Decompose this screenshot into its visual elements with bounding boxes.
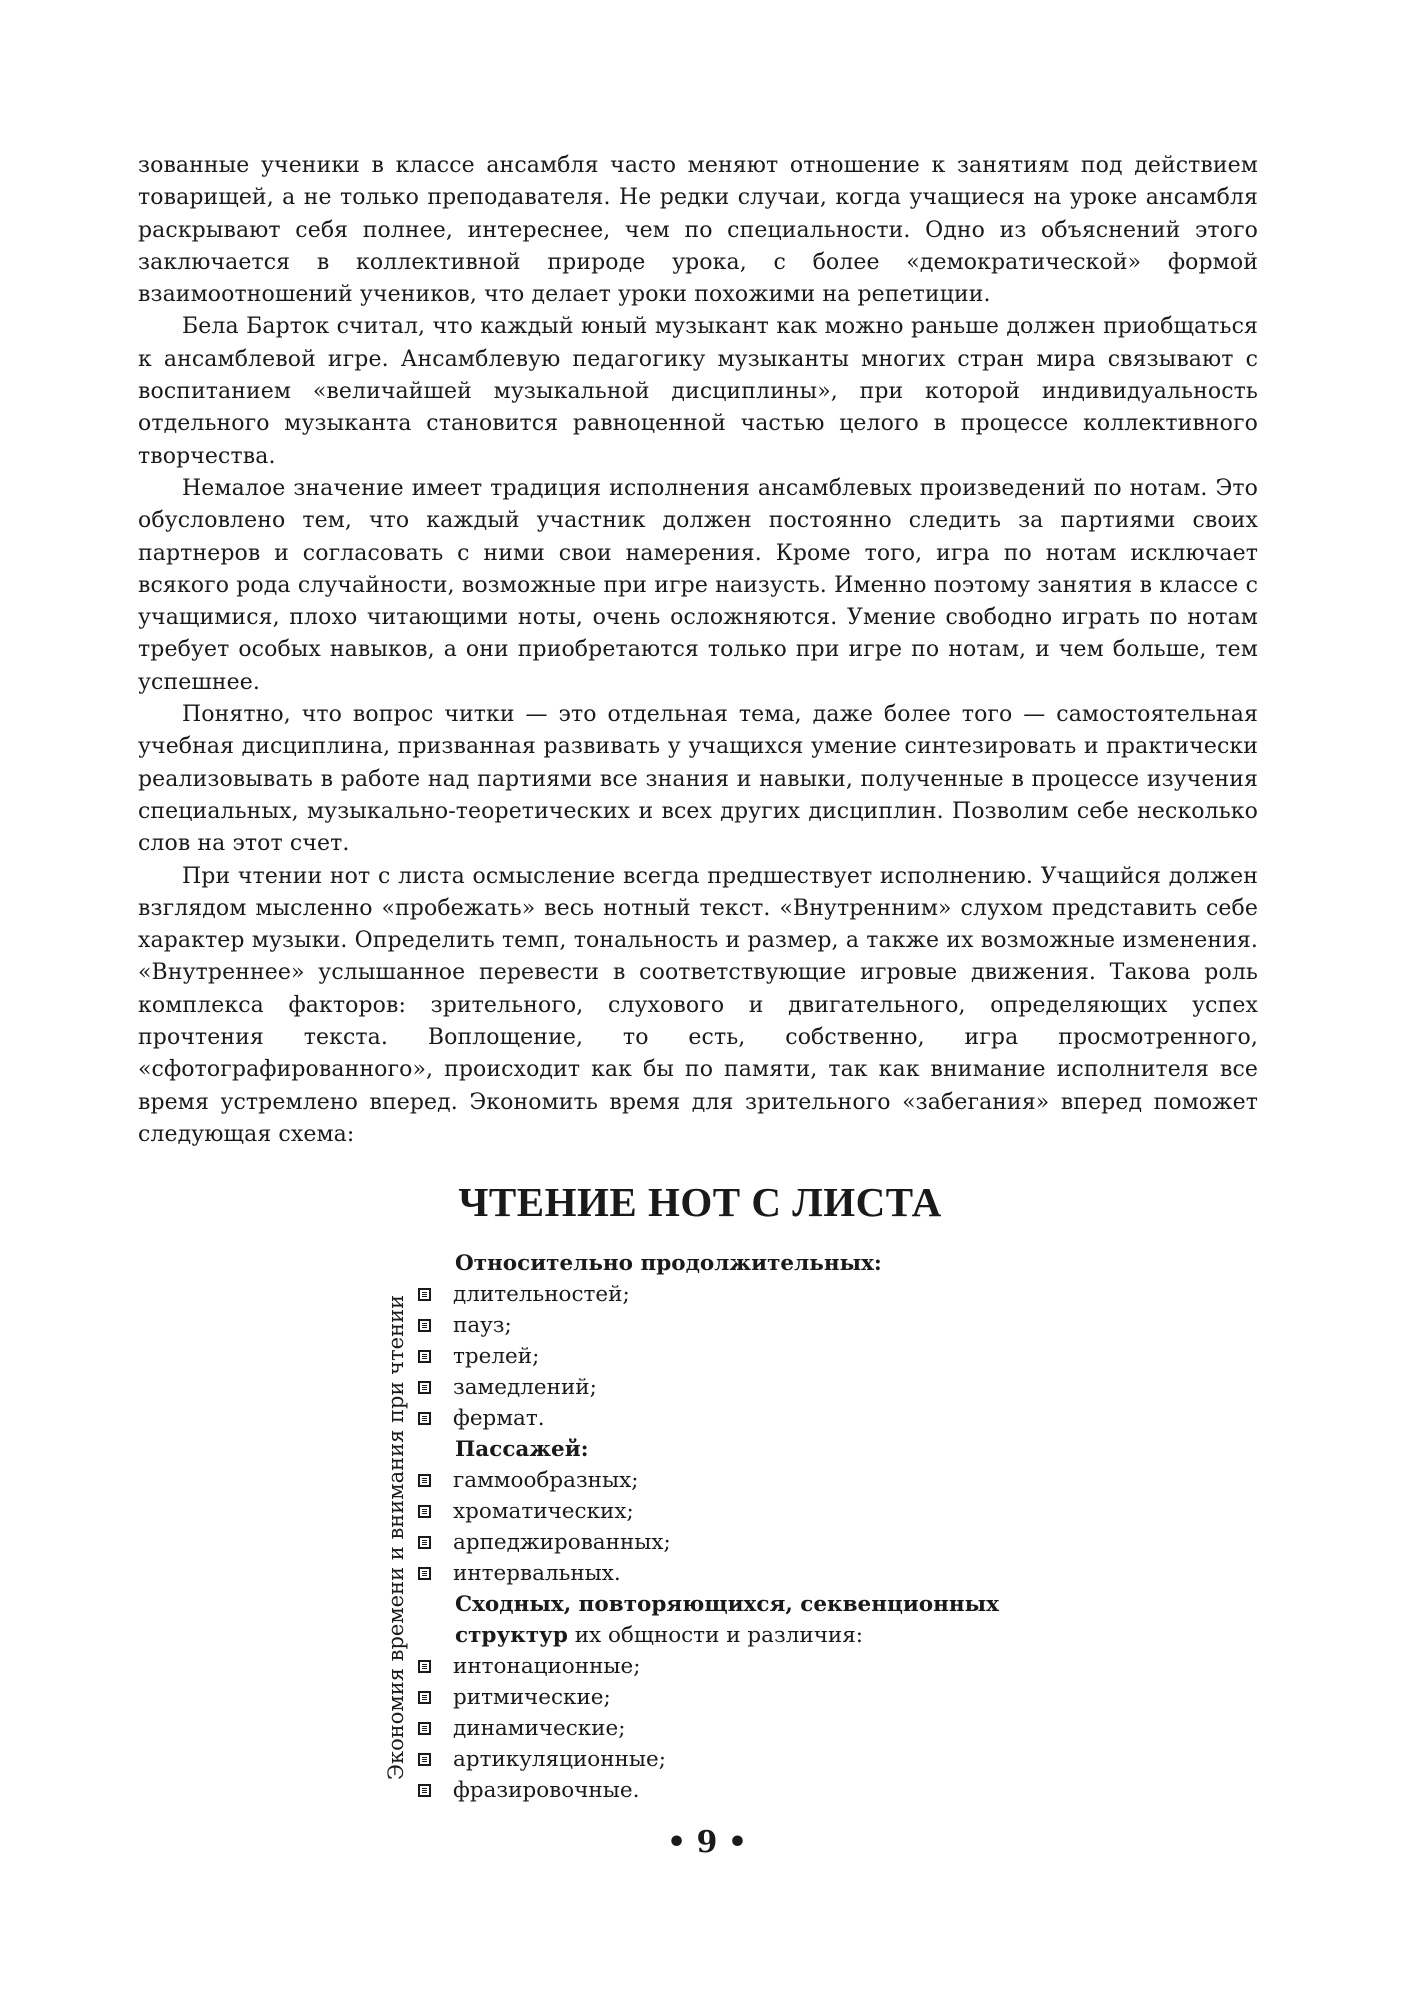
list-item <box>418 1279 1118 1310</box>
list-item-text: ритмические; <box>453 1685 611 1710</box>
list-item <box>418 1527 1118 1558</box>
paragraph: Немалое значение имеет традиция исполнения ансамблевых произведений по нотам. Это обусловлено тем, что каждый участник должен постоянно следить за партиями своих партнеров и согласовать с ними свои намерения. Кроме того, игра по нотам исключает всякого рода случайности, возможные при игре наизусть. Именно поэтому занятия в классе с учащимися, плохо читающими ноты, очень осложняются. Умение свободно играть по нотам требует особых навыков, а они приобретаются только при игре по нотам, и чем больше, тем успешнее. <box>138 475 1258 695</box>
paragraph: Понятно, что вопрос читки — это отдельная тема, даже более того — самостоятельная учебная дисциплина, призванная развивать у учащихся умение синтезировать и практически реализовывать в работе над партиями все знания и навыки, полученные в процессе изучения специальных, музыкально-теоретических и всех других дисциплин. Позволим себе несколько слов на этот счет. <box>138 702 1258 857</box>
heading-bold-part: структур <box>455 1623 568 1648</box>
paragraph: При чтении нот с листа осмысление всегда предшествует исполнению. Учащийся должен взглядом мысленно «пробежать» весь нотный текст. «Внутренним» слухом представить себе характер музыки. Определить темп, тональность и размер, а также их возможные изменения. «Внутреннее» услышанное перевести в соответствующие игровые движения. Такова роль комплекса факторов: зрительного, слухового и двигательного, определяющих успех прочтения текста. Воплощение, то есть, собственно, игра просмотренного, «сфотографированного», происходит как бы по памяти, так как внимание исполнителя все время устремлено вперед. Экономить время для зрительного «забегания» вперед поможет следующая схема: <box>138 863 1258 1147</box>
list-item-text: артикуляционные; <box>453 1747 666 1772</box>
page-number: • 9 • <box>666 1825 748 1860</box>
square-bullet-icon <box>418 1536 431 1549</box>
list-item <box>418 1403 1118 1434</box>
paragraph: зованные ученики в классе ансамбля часто меняют отношение к занятиям под действием товарищей, а не только преподавателя. Не редки случаи, когда учащиеся на уроке ансамбля раскрывают себя полнее, интереснее, чем по специальности. Одно из объяснений этого заключается в коллективной природе урока, с более «демократической» формой взаимоотношений учеников, что делает уроки похожими на репетиции. <box>138 153 1258 308</box>
list-item <box>418 1372 1118 1403</box>
list-item <box>418 1496 1118 1527</box>
list-item-text: арпеджированных; <box>453 1530 671 1555</box>
scheme-list <box>418 1248 1118 1806</box>
scheme-side-label: Экономия времени и внимания при чтении <box>384 1294 408 1781</box>
list-item <box>418 1558 1118 1589</box>
list-item-text: замедлений; <box>453 1375 597 1400</box>
list-item <box>418 1341 1118 1372</box>
scheme-group-heading-continued <box>418 1620 1118 1651</box>
scheme-group-heading: Относительно продолжительных: <box>455 1251 882 1276</box>
square-bullet-icon <box>418 1319 431 1332</box>
scheme-group-heading: Сходных, повторяющихся, секвенционных <box>455 1592 999 1617</box>
square-bullet-icon <box>418 1505 431 1518</box>
square-bullet-icon <box>418 1722 431 1735</box>
list-item <box>418 1775 1118 1806</box>
scheme-group-heading: Пассажей: <box>455 1437 589 1462</box>
square-bullet-icon <box>418 1784 431 1797</box>
list-item-text: пауз; <box>453 1313 512 1338</box>
list-item-text: фермат. <box>453 1406 545 1431</box>
list-item <box>418 1744 1118 1775</box>
square-bullet-icon <box>418 1350 431 1363</box>
list-item-text: интонационные; <box>453 1654 641 1679</box>
square-bullet-icon <box>418 1753 431 1766</box>
square-bullet-icon <box>418 1288 431 1301</box>
list-item-text: динамические; <box>453 1716 626 1741</box>
list-item <box>418 1682 1118 1713</box>
scheme-title: ЧТЕНИЕ НОТ С ЛИСТА <box>458 1179 942 1225</box>
heading-regular-part: их общности и различия: <box>567 1623 864 1648</box>
list-item-text: хроматических; <box>453 1499 634 1524</box>
list-item-text: интервальных. <box>453 1561 621 1586</box>
list-item-text: фразировочные. <box>453 1778 640 1803</box>
paragraph: Бела Барток считал, что каждый юный музыкант как можно раньше должен приобщаться к ансамблевой игре. Ансамблевую педагогику музыканты многих стран мира связывают с воспитанием «величайшей музыкальной дисциплины», при которой индивидуальность отдельного музыканта становится равноценной частью целого в процессе коллективного творчества. <box>138 314 1258 469</box>
list-item <box>418 1310 1118 1341</box>
list-item <box>418 1713 1118 1744</box>
list-item <box>418 1651 1118 1682</box>
square-bullet-icon <box>418 1567 431 1580</box>
body-text <box>138 150 1258 1151</box>
list-item-text: длительностей; <box>453 1282 630 1307</box>
square-bullet-icon <box>418 1691 431 1704</box>
square-bullet-icon <box>418 1660 431 1673</box>
list-item <box>418 1465 1118 1496</box>
list-item-text: трелей; <box>453 1344 540 1369</box>
list-item-text: гаммообразных; <box>453 1468 639 1493</box>
square-bullet-icon <box>418 1474 431 1487</box>
square-bullet-icon <box>418 1381 431 1394</box>
square-bullet-icon <box>418 1412 431 1425</box>
